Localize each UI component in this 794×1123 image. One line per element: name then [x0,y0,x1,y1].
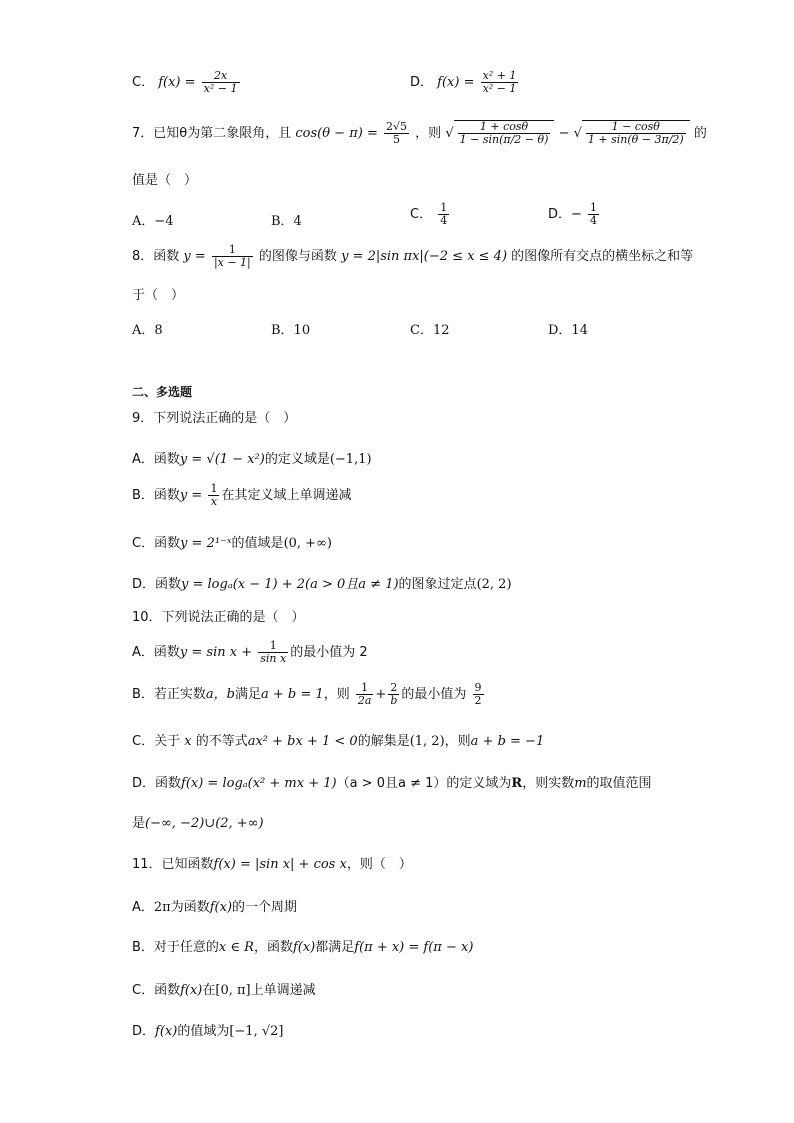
option-text: 上单调递减 [250,983,316,998]
option-text: 在 [202,983,216,998]
function-expression: f(x) = [437,75,475,91]
function-name: f(x) [180,983,203,998]
radical [454,120,555,146]
q7-option-b: B．4 [271,214,302,229]
q7-stem-line2: 值是（ ） [132,173,198,188]
option-prefix: A．函数 [132,645,180,661]
radical [582,120,690,146]
option-prefix: B．对于任意的 [132,940,219,955]
option-prefix: C．关于 [132,734,181,749]
option-text: 的不等式 [195,734,248,749]
q8-option-c: C．12 [410,323,450,338]
connector-text: 的图像与函数 [258,249,337,265]
q11-option-c [132,979,316,998]
q8-stem [132,244,693,269]
numerator: 9 [474,681,482,694]
option-prefix: B．函数 [132,488,180,504]
equation: f(π + x) = f(π − x) [354,940,474,955]
option-text: 在其定义域上单调递减 [221,488,352,504]
math-expression: y = 2¹⁻ˣ [180,536,232,551]
fraction [208,483,219,508]
numerator: x² + 1 [482,69,517,82]
numerator: 1 + cosθ [458,121,551,134]
real-set: R [511,776,523,791]
option-text: 的值域是 [231,536,284,551]
option-prefix: B．若正实数 [132,687,206,703]
math-set: (0, +∞) [283,536,332,551]
option-text: ，则实数 [522,776,575,791]
suffix-text: 的 [693,126,707,142]
math-set: (−1,1) [329,452,372,467]
fraction [384,121,409,146]
sqrt-sign-icon: √ [445,126,454,142]
denominator: 2 [474,694,482,708]
math-expression: y = sin x + [179,645,253,661]
denominator: x² − 1 [482,82,517,96]
option-text: 的一个周期 [232,900,298,915]
option-prefix: A． [132,900,154,915]
denominator: 5 [393,133,400,147]
q7-stem [132,120,707,146]
numerator: 1 [356,682,374,695]
option-label: C． [410,207,433,223]
denominator: |x − 1| [213,256,251,270]
inequality: ax² + bx + 1 < 0 [247,734,358,749]
option-prefix: D．函数 [132,776,182,791]
numerator: 1 [590,201,598,214]
option-text: 都满足 [315,940,355,955]
numerator: 1 [210,482,218,495]
q10-option-d-line2 [132,812,264,831]
option-label: C． [132,75,155,91]
suffix-text: ，则（ ） [346,857,412,872]
fraction [458,121,551,146]
q10-option-d [132,772,652,791]
math-expression: y = logₐ(x − 1) + 2(a > 0且a ≠ 1) [181,577,399,592]
q10-option-a [132,640,368,665]
interval: [0, π] [215,983,251,998]
function-name: f(x) [292,940,316,955]
fraction [356,682,374,707]
suffix-text: 的图像所有交点的横坐标之和等 [511,249,694,265]
q11-stem [132,853,412,872]
fraction [586,121,686,146]
math-expression: f(x) = |sin x| + cos x [213,857,347,872]
q9-option-d [132,573,512,592]
fraction [588,202,599,227]
result: a + b = −1 [470,734,545,749]
denominator: sin x [260,652,287,666]
minus-sign: − [558,126,570,142]
option-text: 的解集是 [357,734,410,749]
numerator: 2x [202,70,240,83]
math-expression: x ∈ R [218,940,254,955]
option-prefix: C．函数 [132,536,181,551]
option-label: D．− [548,207,582,223]
connector-text: ，则 [415,126,442,142]
q7-option-d [548,202,601,227]
question-prefix: 7．已知θ为第二象限角，且 [132,126,292,142]
option-text: 的最小值为 2 [290,645,368,661]
q10-stem: 10．下列说法正确的是（ ） [132,610,305,625]
numerator: 1 [258,640,288,653]
numerator: 2 [388,682,399,695]
math-set: (1, 2) [409,734,445,749]
variable: x [184,734,192,749]
fraction [258,640,288,665]
option-prefix: D．函数 [132,577,182,592]
q9-option-c [132,532,332,551]
q11-option-b [132,936,473,955]
math-expression: f(x) = logₐ(x² + mx + 1) [181,776,337,791]
denominator: x² − 1 [203,82,238,96]
denominator: 1 + sin(θ − 3π/2) [587,133,684,147]
option-text: 的定义域为 [446,776,512,791]
q6-option-c [132,70,242,95]
q7-option-c [410,202,451,227]
option-text: 的图象过定点 [398,577,477,592]
math-expression: y = √(1 − x²) [179,452,265,467]
range: [−1, √2] [229,1024,284,1039]
numerator: 1 − cosθ [586,121,686,134]
fraction [388,682,399,707]
q10-option-c [132,730,544,749]
option-text: 的值域为 [177,1024,230,1039]
sqrt-sign-icon: √ [573,126,582,142]
option-text: 的定义域是 [264,452,330,467]
option-text: ，函数 [253,940,293,955]
fraction [473,682,484,707]
math-range: (−∞, −2)∪(2, +∞) [145,816,264,831]
section-title: 二、多选题 [132,385,193,399]
option-prefix: A．函数 [132,452,180,467]
option-prefix: D． [132,1024,156,1039]
connector-text: ，则 [323,687,350,703]
condition: （a > 0且a ≠ 1） [336,776,447,791]
q9-stem: 9．下列说法正确的是（ ） [132,411,297,426]
numerator: 2√5 [386,120,408,133]
math-expression: y = [179,488,203,504]
fraction [481,70,519,95]
q9-option-b [132,483,351,508]
fraction [438,202,449,227]
option-label: D． [410,75,434,91]
q7-option-a: A．−4 [132,214,174,229]
function-expression: f(x) = [158,75,196,91]
q8-option-d: D．14 [548,323,588,338]
fraction [202,70,240,95]
q8-option-b: B．10 [271,323,311,338]
math-point: (2, 2) [476,577,512,592]
denominator: 2a [357,694,372,708]
q10-option-b [132,682,486,707]
variables: a，b [205,687,235,703]
option-text: 的最小值为 [401,687,467,703]
option-text: 是 [132,816,146,831]
q6-option-d [410,70,520,95]
connector-text: ，则 [444,734,471,749]
function-name: f(x) [155,1024,178,1039]
cos-expression: cos(θ − π) = [295,126,378,142]
variable: m [574,776,587,791]
denominator: x [210,495,218,509]
q11-option-a [132,896,297,915]
question-prefix: 8．函数 [132,249,180,265]
q8-stem-line2: 于（ ） [132,288,185,303]
function-name: f(x) [209,900,233,915]
q8-option-a: A．8 [132,323,163,338]
numerator: 1 [212,244,253,257]
option-text: 满足 [235,687,262,703]
denominator: 4 [590,214,598,228]
denominator: b [390,694,398,708]
plus-sign: + [375,687,387,703]
math-expression: 2π [153,900,171,915]
question-prefix: 11．已知函数 [132,857,214,872]
numerator: 1 [440,201,448,214]
option-text: 为函数 [170,900,210,915]
denominator: 1 − sin(π/2 − θ) [459,133,549,147]
q9-option-a [132,448,372,467]
option-prefix: C．函数 [132,983,181,998]
fraction [212,244,253,269]
q11-option-d [132,1020,283,1039]
function-y2: y = 2|sin πx|(−2 ≤ x ≤ 4) [341,249,508,265]
function-y1: y = [183,249,206,265]
denominator: 4 [440,214,448,228]
condition: a + b = 1 [261,687,324,703]
option-text: 的取值范围 [586,776,652,791]
